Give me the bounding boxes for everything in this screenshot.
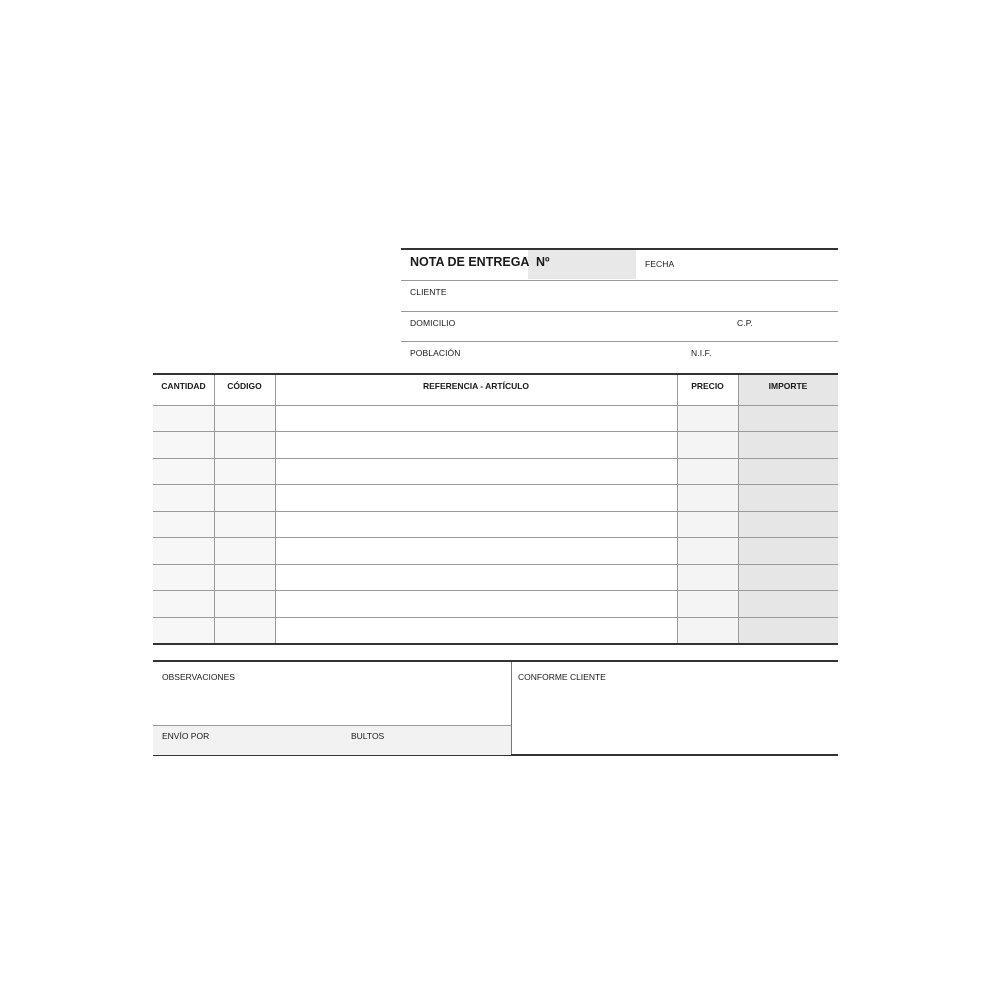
table-row-divider [153, 511, 838, 512]
table-row-divider [153, 564, 838, 565]
column-header-reference: REFERENCIA - ARTÍCULO [422, 381, 530, 391]
table-row-divider [153, 431, 838, 432]
column-header-code: CÓDIGO [227, 381, 262, 391]
column-divider [275, 375, 276, 643]
address-label: DOMICILIO [410, 318, 456, 328]
column-header-quantity: CANTIDAD [161, 381, 206, 391]
packages-label: BULTOS [351, 731, 385, 741]
tax-id-label: N.I.F. [691, 348, 712, 358]
column-divider [738, 375, 739, 643]
footer-divider [511, 662, 512, 754]
table-row-divider [153, 617, 838, 618]
table-row-divider [153, 537, 838, 538]
table-row-divider [153, 590, 838, 591]
header-title-row [401, 250, 838, 281]
date-label: FECHA [645, 259, 675, 269]
address-field[interactable] [401, 311, 838, 342]
client-approval-label: CONFORME CLIENTE [518, 672, 606, 682]
city-field[interactable] [401, 341, 838, 371]
column-header-amount: IMPORTE [768, 381, 808, 391]
number-label: Nº [536, 255, 550, 269]
table-row-divider [153, 405, 838, 406]
number-field[interactable] [528, 250, 636, 279]
table-row-divider [153, 484, 838, 485]
table-row-divider [153, 458, 838, 459]
column-divider [677, 375, 678, 643]
shipping-label: ENVÍO POR [162, 731, 210, 741]
delivery-note-header [401, 248, 838, 358]
column-header-price: PRECIO [691, 381, 724, 391]
client-field[interactable] [401, 280, 838, 312]
amount-column-shade [738, 375, 838, 643]
delivery-note-footer [153, 660, 838, 756]
column-divider [214, 375, 215, 643]
price-column-shade [677, 405, 738, 643]
city-label: POBLACIÓN [410, 348, 461, 358]
items-table [153, 373, 838, 645]
document-title: NOTA DE ENTREGA [410, 255, 530, 269]
postal-code-label: C.P. [737, 318, 753, 328]
observations-label: OBSERVACIONES [162, 672, 235, 682]
client-label: CLIENTE [410, 287, 447, 297]
